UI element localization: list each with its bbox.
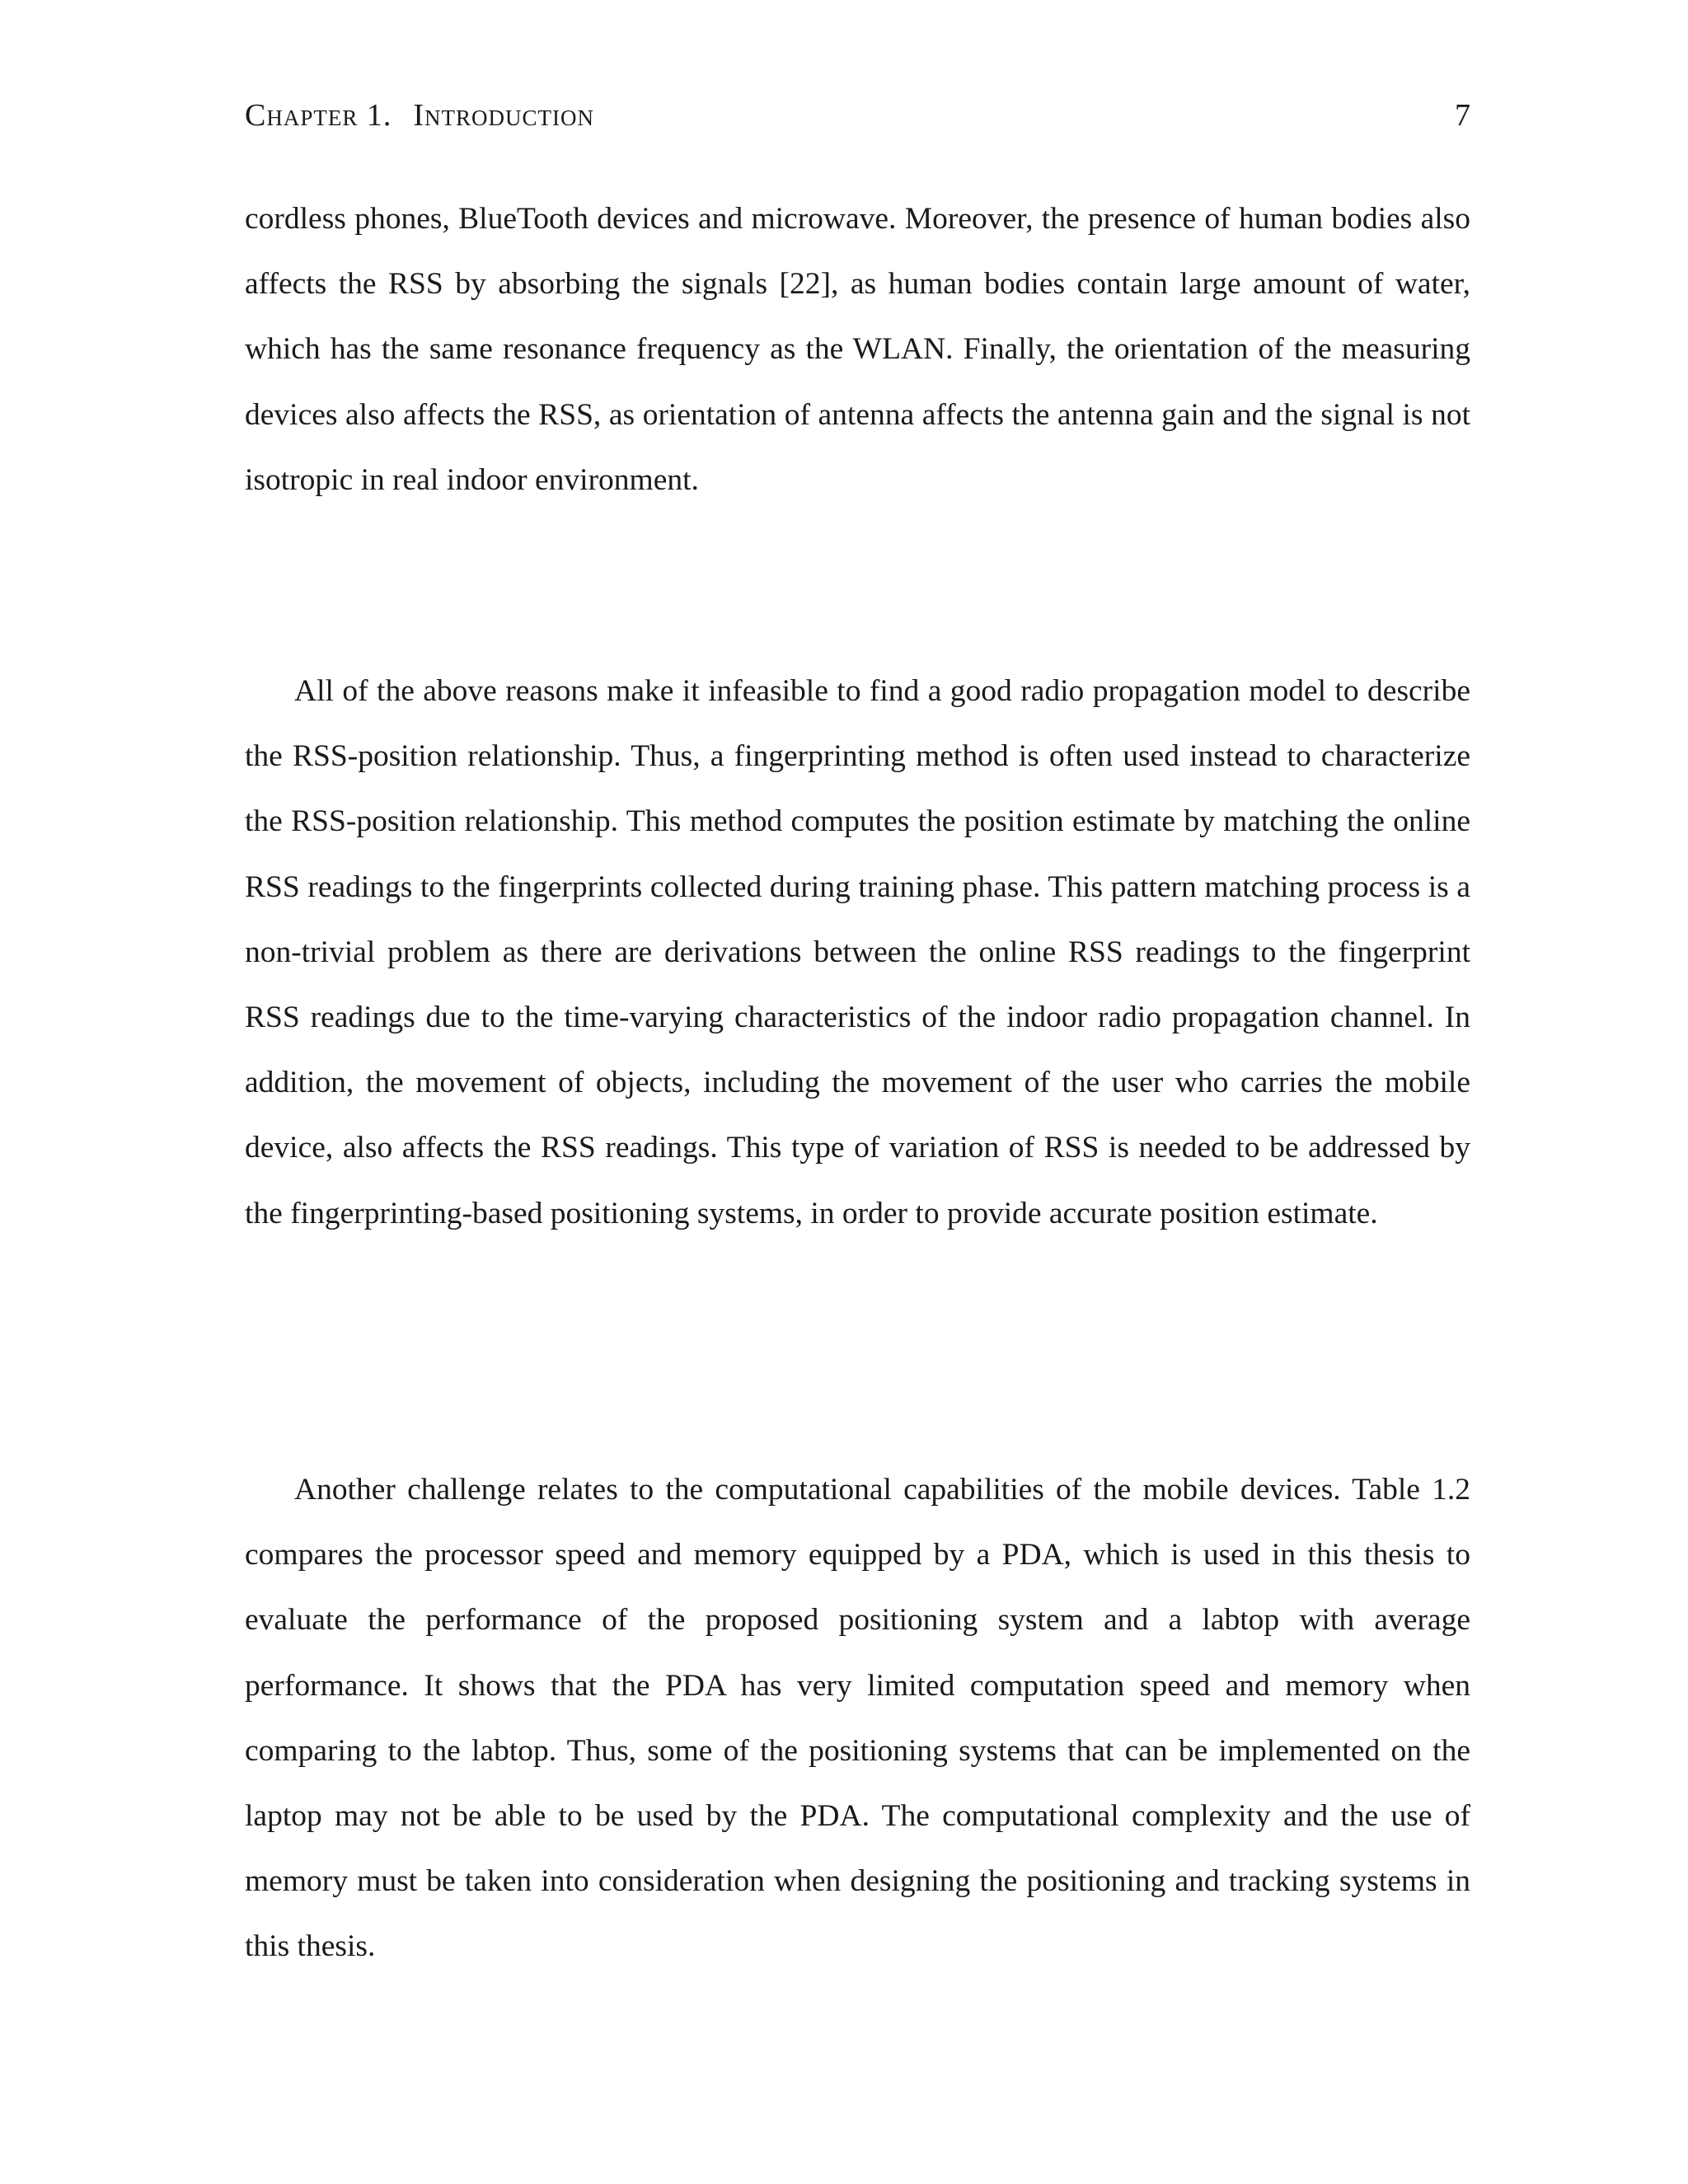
page-number: 7 — [1455, 98, 1470, 133]
chapter-number: Chapter 1. — [245, 98, 392, 133]
paragraph-continuation: cordless phones, BlueTooth devices and microwave. Moreover, the presence of human bodies also affects the RSS by absorbing the signals [22], as human bodies contain large amount of water, which has the same resonance frequency as the WLAN. Finally, the orientation of the measuring devices also affects the RSS, as orientation of antenna affects the antenna gain and the signal is not isotropic in real indoor environment. — [245, 202, 1470, 497]
chapter-title: Introduction — [413, 98, 594, 133]
running-header — [245, 97, 1470, 147]
paragraph-computational-challenge: Another challenge relates to the computational capabilities of the mobile devices. Table 1.2 compares the processor speed and memory equipped by a PDA, which is used in this thesis to evaluate the performance of the proposed positioning system and a labtop with average performance. It shows that the PDA has very limited computation speed and memory when comparing to the labtop. Thus, some of the positioning systems that can be implemented on the laptop may not be able to be used by the PDA. The computational complexity and the use of memory must be taken into consideration when designing the positioning and tracking systems in this thesis. — [245, 1473, 1470, 1964]
paragraph-fingerprinting: All of the above reasons make it infeasible to find a good radio propagation model to describe the RSS-position relationship. Thus, a fingerprinting method is often used instead to characterize the RSS-position relationship. This method computes the position estimate by matching the online RSS readings to the fingerprints collected during training phase. This pattern matching process is a non-trivial problem as there are derivations between the online RSS readings to the fingerprint RSS readings due to the time-varying characteristics of the indoor radio propagation channel. In addition, the movement of objects, including the movement of the user who carries the mobile device, also affects the RSS readings. This type of variation of RSS is needed to be addressed by the fingerprinting-based positioning systems, in order to provide accurate position estimate. — [245, 674, 1470, 1230]
chapter-heading — [245, 97, 594, 134]
